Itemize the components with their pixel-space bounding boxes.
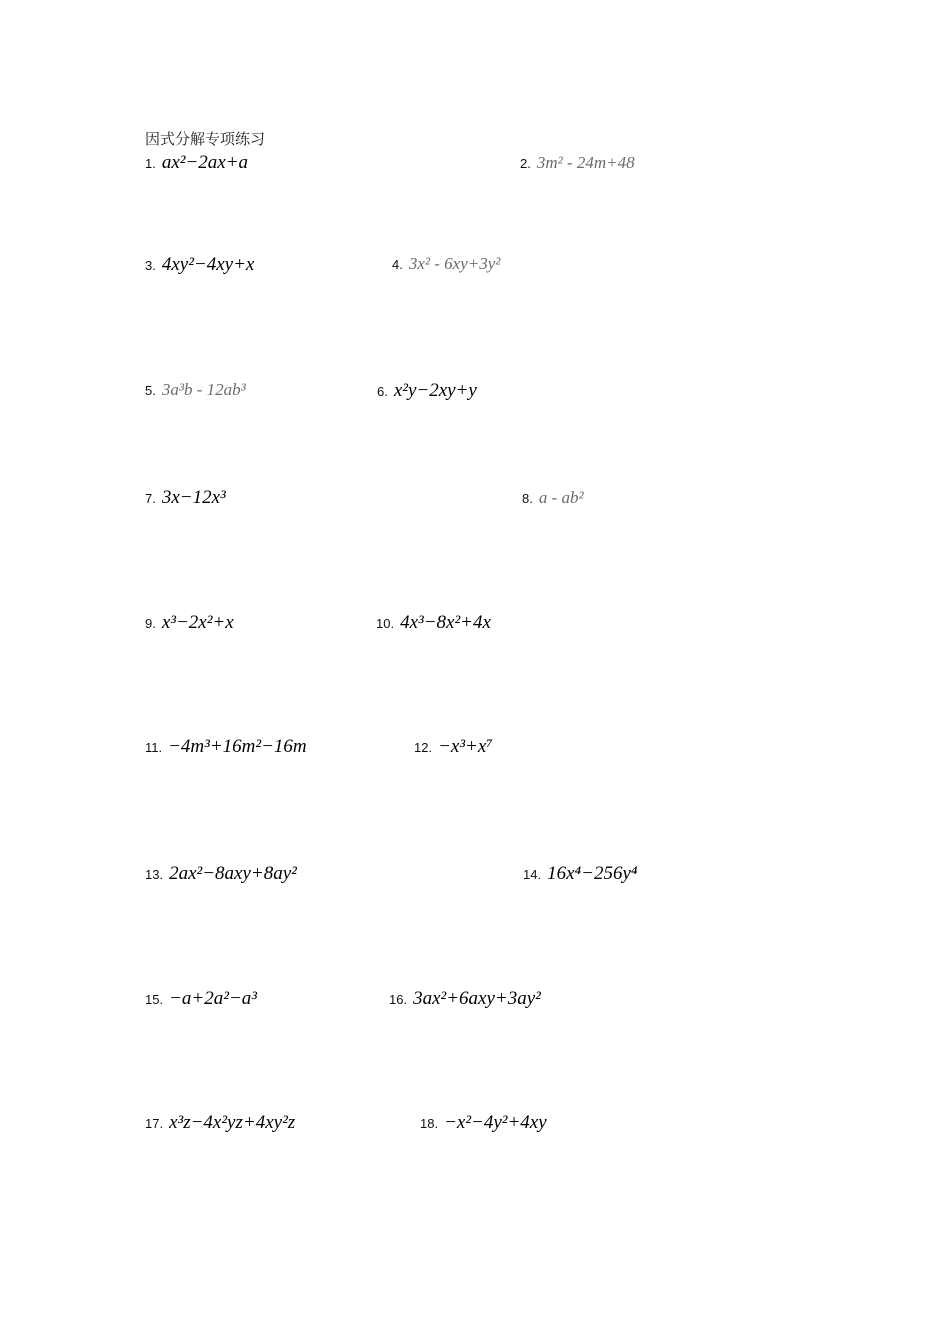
problem-15	[145, 988, 257, 1010]
problem-number: 8.	[522, 491, 533, 506]
problem-number: 14.	[523, 867, 542, 882]
problem-7	[145, 487, 226, 509]
problem-number: 15.	[145, 992, 164, 1007]
problem-expression: 16x⁴−256y⁴	[547, 863, 638, 884]
problem-number: 4.	[392, 257, 403, 272]
problem-4	[392, 254, 500, 274]
problem-expression: x³z−4x²yz+4xy²z	[169, 1112, 296, 1133]
problem-expression: x³−2x²+x	[161, 612, 234, 633]
problem-number: 9.	[145, 616, 156, 631]
problem-number: 16.	[389, 992, 408, 1007]
problem-13	[145, 863, 297, 885]
worksheet-title: 因式分解专项练习	[145, 130, 266, 148]
problem-18	[420, 1112, 547, 1134]
problem-8	[522, 488, 584, 508]
problem-expression: 3ax²+6axy+3ay²	[413, 988, 541, 1009]
problem-expression: 3a³b - 12ab³	[161, 380, 246, 399]
problem-16	[389, 988, 541, 1010]
problem-14	[523, 863, 637, 885]
problem-1	[145, 152, 248, 174]
problem-number: 5.	[145, 383, 156, 398]
problem-expression: ax²−2ax+a	[161, 152, 249, 173]
problem-number: 1.	[145, 156, 156, 171]
problem-9	[145, 612, 234, 634]
problem-number: 18.	[420, 1116, 439, 1131]
problem-number: 2.	[520, 156, 531, 171]
problem-number: 7.	[145, 491, 156, 506]
problem-expression: x²y−2xy+y	[393, 380, 477, 401]
problem-expression: −x²−4y²+4xy	[444, 1112, 547, 1133]
problem-3	[145, 254, 254, 276]
problem-expression: 4x³−8x²+4x	[400, 612, 491, 633]
problem-number: 11.	[145, 740, 163, 755]
problem-17	[145, 1112, 295, 1134]
problem-expression: 2ax²−8axy+8ay²	[169, 863, 297, 884]
problem-5	[145, 380, 246, 400]
problem-expression: 3m² - 24m+48	[536, 153, 635, 172]
problem-number: 13.	[145, 867, 164, 882]
problem-expression: 3x² - 6xy+3y²	[408, 254, 501, 273]
problem-12	[414, 736, 493, 758]
problem-expression: −x³+x⁷	[438, 736, 493, 757]
problem-6	[377, 380, 477, 402]
problem-11	[145, 736, 307, 758]
problem-number: 10.	[376, 616, 395, 631]
problem-expression: −4m³+16m²−16m	[168, 736, 307, 757]
problem-10	[376, 612, 491, 634]
problem-expression: 3x−12x³	[161, 487, 226, 508]
problem-number: 6.	[377, 384, 388, 399]
problem-number: 12.	[414, 740, 433, 755]
problem-2	[520, 153, 635, 173]
problem-expression: 4xy²−4xy+x	[161, 254, 255, 275]
problem-expression: a - ab²	[538, 488, 584, 507]
problem-number: 3.	[145, 258, 156, 273]
problem-expression: −a+2a²−a³	[169, 988, 257, 1009]
problem-number: 17.	[145, 1116, 164, 1131]
